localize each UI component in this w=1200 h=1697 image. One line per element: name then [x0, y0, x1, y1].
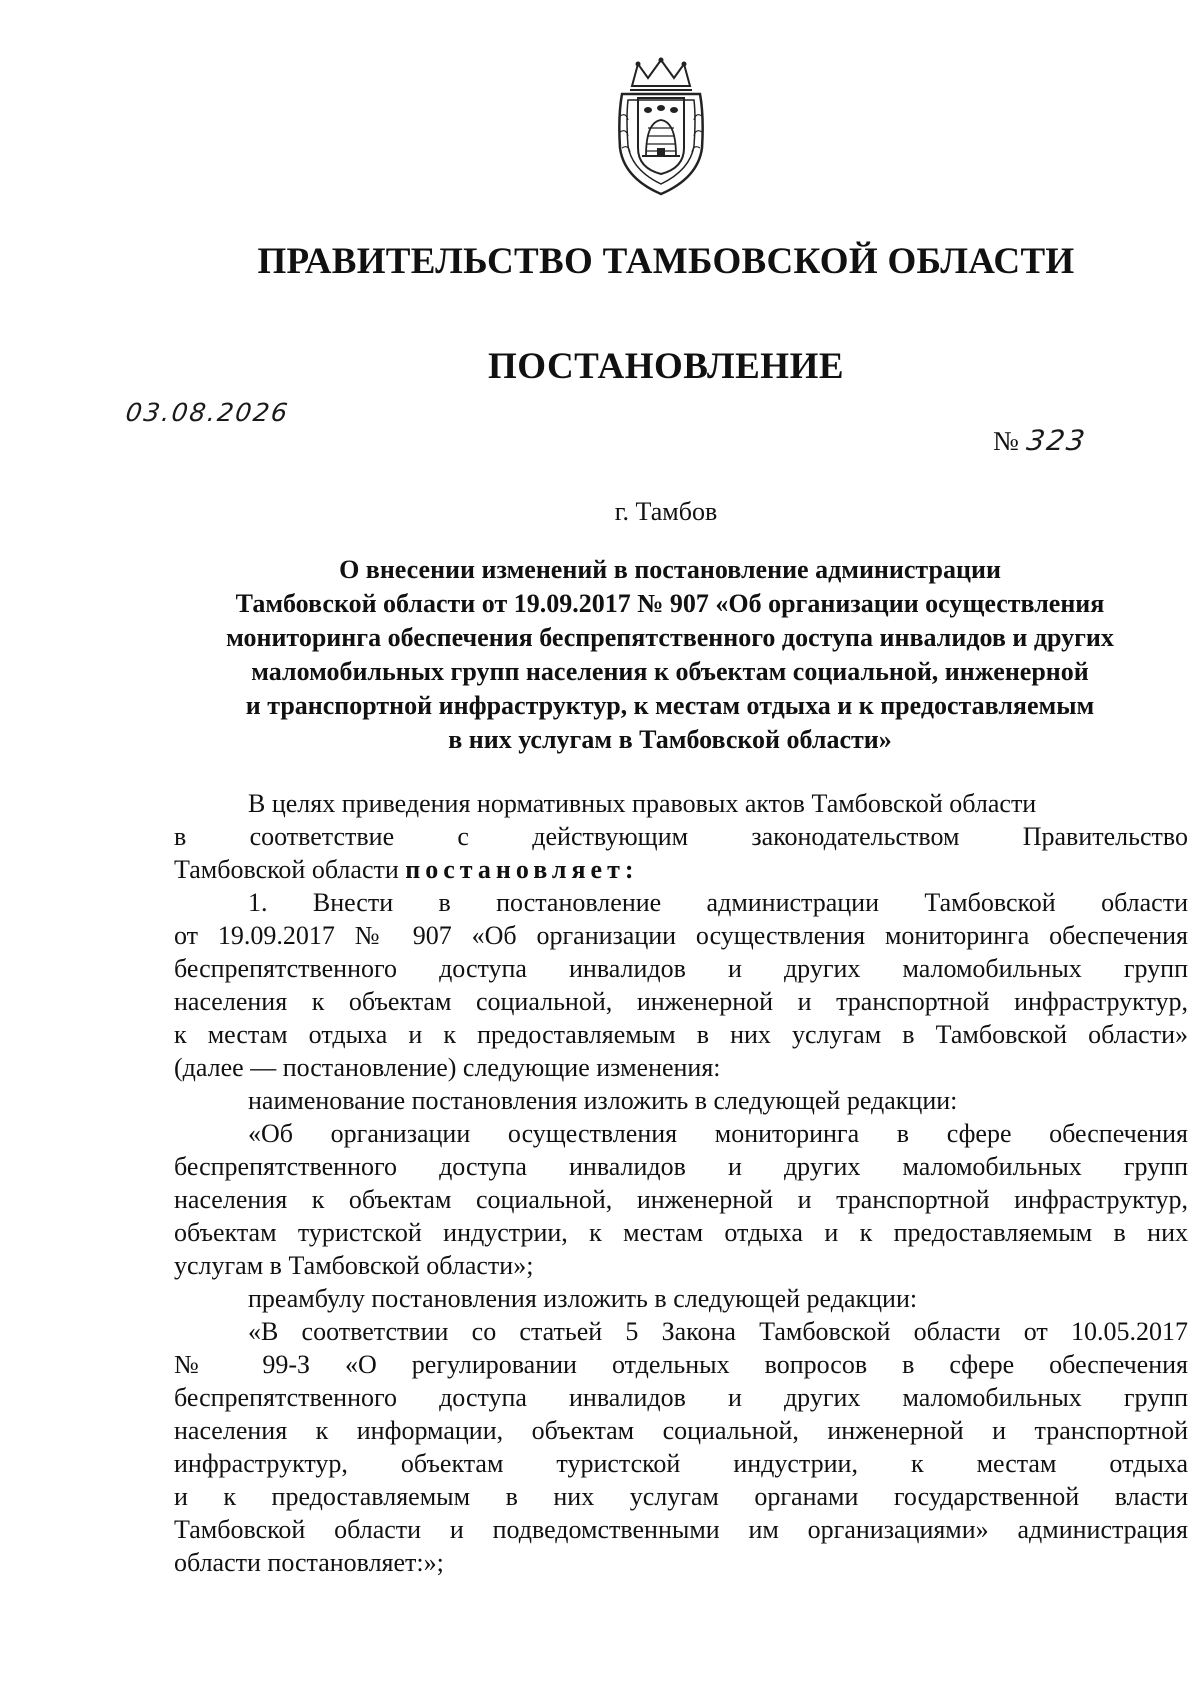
body-line: № 99-З «О регулировании отдельных вопросов в сфере обеспечения: [174, 1350, 1188, 1379]
body-line: от 19.09.2017 № 907 «Об организации осуществления мониторинга обеспечения: [174, 921, 1188, 950]
body-line: наименование постановления изложить в следующей редакции:: [248, 1086, 958, 1115]
city-name: г. Тамбов: [614, 497, 718, 526]
body-line: 1. Внести в постановление администрации Тамбовской области: [248, 888, 1188, 917]
document-body: [174, 787, 1188, 1579]
preamble-line: в соответствие с действующим законодательством Правительство: [174, 822, 1188, 851]
subject-line: маломобильных групп населения к объектам социальной, инженерной: [251, 657, 1089, 686]
document-number: [993, 424, 1089, 457]
subject-line: в них услугам в Тамбовской области»: [448, 725, 892, 754]
body-line: (далее — постановление) следующие изменения:: [174, 1053, 721, 1082]
body-line: «В соответствии со статьей 5 Закона Тамбовской области от 10.05.2017: [248, 1317, 1188, 1346]
subject-line: Тамбовской области от 19.09.2017 № 907 «Об организации осуществления: [235, 589, 1105, 618]
body-line: преамбулу постановления изложить в следующей редакции:: [248, 1284, 918, 1313]
preamble-line-final: [174, 853, 1188, 886]
preamble-text: Тамбовской области: [174, 855, 406, 884]
body-line: населения к объектам социальной, инженерной и транспортной инфраструктур,: [174, 987, 1188, 1016]
government-title: ПРАВИТЕЛЬСТВО ТАМБОВСКОЙ ОБЛАСТИ: [257, 241, 1075, 282]
body-line: беспрепятственного доступа инвалидов и других маломобильных групп: [174, 1383, 1188, 1412]
document-date: 03.08.2026: [123, 398, 292, 427]
preamble-line: В целях приведения нормативных правовых актов Тамбовской области: [248, 789, 1037, 818]
subject-line: и транспортной инфраструктур, к местам отдыха и к предоставляемым: [245, 691, 1095, 720]
document-type-title: ПОСТАНОВЛЕНИЕ: [487, 346, 845, 387]
number-value: 323: [1024, 424, 1089, 457]
body-line: Тамбовской области и подведомственными им организациями» администрация: [174, 1515, 1188, 1544]
body-line: услугам в Тамбовской области»;: [174, 1251, 534, 1280]
body-line: беспрепятственного доступа инвалидов и других маломобильных групп: [174, 1152, 1188, 1181]
body-line: и к предоставляемым в них услугам органами государственной власти: [174, 1482, 1188, 1511]
body-line: населения к информации, объектам социальной, инженерной и транспортной: [174, 1416, 1188, 1445]
number-sign: №: [993, 426, 1019, 456]
coat-of-arms-emblem-icon: [612, 56, 710, 198]
body-line: «Об организации осуществления мониторинга в сфере обеспечения: [248, 1119, 1188, 1148]
body-line: к местам отдыха и к предоставляемым в них услугам в Тамбовской области»: [174, 1020, 1188, 1049]
body-line: населения к объектам социальной, инженерной и транспортной инфраструктур,: [174, 1185, 1188, 1214]
body-line: инфраструктур, объектам туристской индустрии, к местам отдыха: [174, 1449, 1188, 1478]
body-line: объектам туристской индустрии, к местам отдыха и к предоставляемым в них: [174, 1218, 1188, 1247]
subject-line: мониторинга обеспечения беспрепятственного доступа инвалидов и других: [226, 623, 1114, 652]
body-line: беспрепятственного доступа инвалидов и других маломобильных групп: [174, 954, 1188, 983]
document-subject: [150, 553, 1190, 757]
subject-line: О внесении изменений в постановление администрации: [339, 555, 1001, 584]
body-line: области постановляет:»;: [174, 1548, 444, 1577]
resolves-keyword: постановляет:: [405, 855, 639, 884]
